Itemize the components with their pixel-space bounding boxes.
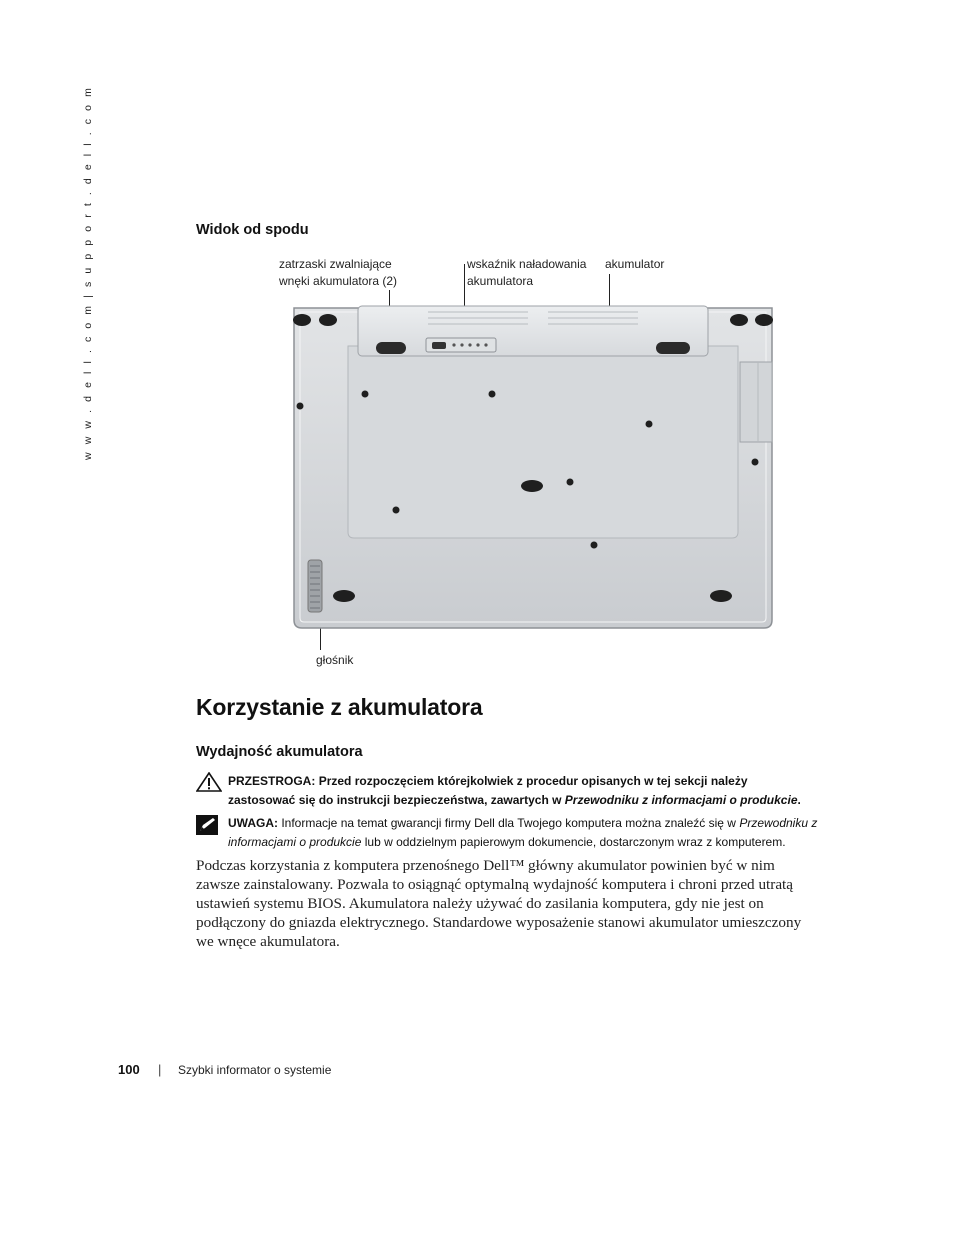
caution-label: PRZESTROGA: (228, 774, 316, 788)
caution-text-b: zastosować się do instrukcji bezpieczeństwa, zawartych w (228, 793, 565, 807)
body-paragraph: Podczas korzystania z komputera przenośnego Dell™ główny akumulator powinien być w nim zawsze zainstalowany. Pozwala to osiągnąć optymalną wydajność komputera i chroni przed utratą ustawień systemu BIOS. Akumulatora należy używać do zasilania komputera, gdy nie jest on podłączony do gniazda elektrycznego. Standardowe wyposażenie stanowi akumulator umieszczony we wnęce akumulatora. (196, 857, 802, 950)
callout-latches-line1: zatrzaski zwalniające (279, 257, 392, 271)
callout-latches (279, 256, 397, 290)
page-title: Korzystanie z akumulatora (196, 694, 483, 720)
laptop-bottom-svg (288, 302, 778, 632)
callout-battery: akumulator (605, 257, 665, 271)
callout-latches-line2: wnęki akumulatora (2) (279, 274, 398, 288)
battery-latch-right (656, 342, 690, 354)
page-number: 100 (118, 1062, 140, 1077)
caution-block (228, 772, 828, 810)
footer-separator: | (158, 1062, 162, 1077)
caution-text-italic: Przewodniku z informacjami o produkcie (564, 793, 798, 807)
callout-speaker: głośnik (316, 653, 354, 667)
battery-gauge-button (432, 342, 446, 349)
note-text-a: Informacje na temat gwarancji firmy Dell dla Twojego komputera można znaleźć się w (278, 816, 740, 830)
note-text-b: lub w oddzielnym papierowym dokumencie, dostarczonym wraz z komputerem. (361, 835, 786, 849)
footer-title: Szybki informator o systemie (178, 1063, 332, 1077)
warning-triangle-icon (196, 772, 222, 797)
laptop-bottom-illustration (288, 302, 778, 637)
note-italic-a: Przewodniku z (739, 816, 818, 830)
note-pencil-icon (196, 815, 220, 840)
callout-gauge-line2: akumulatora (467, 274, 534, 288)
note-block (228, 814, 828, 852)
caution-text-end: . (797, 793, 801, 807)
note-label: UWAGA: (228, 816, 278, 830)
section-subtitle: Wydajność akumulatora (196, 744, 363, 760)
sidebar-url: w w w . d e l l . c o m | s u p p o r t . d e l l . c o m (82, 85, 94, 460)
callout-gauge-line1: wskaźnik naładowania (467, 257, 587, 271)
note-italic-b: informacjami o produkcie (228, 835, 362, 849)
caution-text-a: Przed rozpoczęciem którejkolwiek z procedur opisanych w tej sekcji należy (318, 774, 748, 788)
section-title-bottom-view: Widok od spodu (196, 222, 309, 238)
callout-gauge (467, 256, 586, 290)
battery-latch-left (376, 342, 406, 354)
speaker-grille (308, 560, 322, 612)
